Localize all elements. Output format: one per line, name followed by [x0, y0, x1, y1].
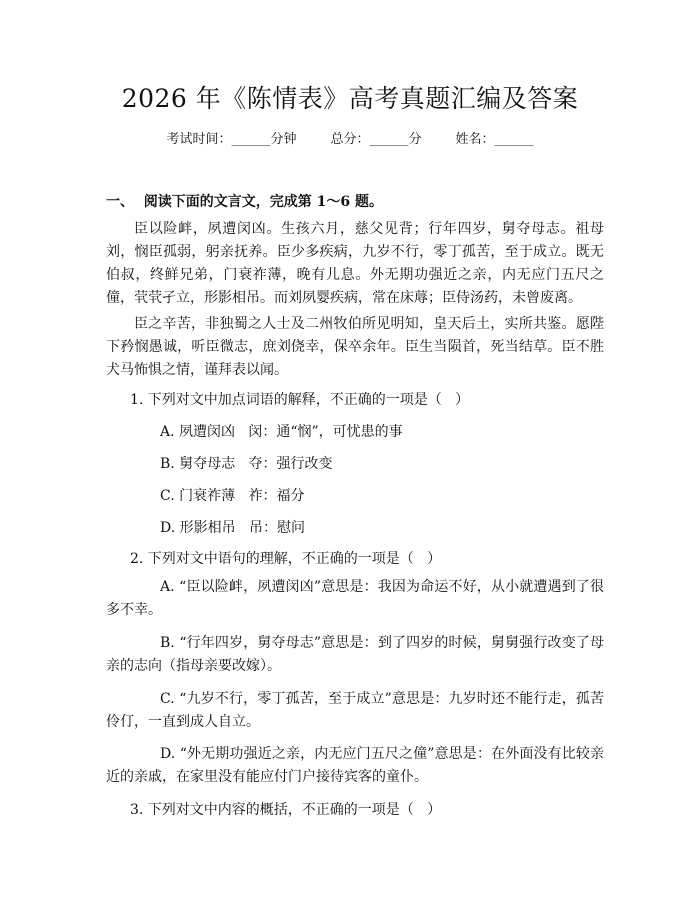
question-1-option-b: B. 舅夺母志 夺：强行改变 — [160, 456, 333, 472]
passage-paragraph-1: 臣以险衅，夙遭闵凶。生孩六月，慈父见背；行年四岁，舅夺母志。祖母刘，悯臣孤弱，躬亲抚养。臣少多疾病，九岁不行，零丁孤苦，至于成立。既无伯叔，终鲜兄弟，门衰祚薄，晚有儿息。外无期功强近之亲，内无应门五尺之僮，茕茕孑立，形影相吊。而刘夙婴疾病，常在床蓐；臣侍汤药，未曾废离。 — [106, 221, 604, 306]
question-2-stem: 2. 下列对文中语句的理解，不正确的一项是（ ） — [130, 551, 442, 567]
question-1-option-d: D. 形影相吊 吊：慰问 — [160, 520, 305, 536]
question-1-option-c: C. 门衰祚薄 祚：福分 — [160, 488, 305, 504]
question-2-option-a: A. “臣以险衅，夙遭闵凶”意思是：我因为命运不好，从小就遭遇到了很多不幸。 — [106, 579, 604, 618]
exam-meta — [0, 131, 700, 149]
section-heading: 一、 阅读下面的文言文，完成第 1～6 题。 — [106, 194, 383, 210]
question-1-stem: 1. 下列对文中加点词语的解释，不正确的一项是（ ） — [130, 392, 470, 408]
exam-time: 考试时间：______分钟 — [166, 132, 297, 147]
question-2-option-d: D. “外无期功强近之亲，内无应门五尺之僮”意思是：在外面没有比较亲近的亲戚，在家里没有能应付门户接待宾客的童仆。 — [106, 746, 604, 785]
question-3-stem: 3. 下列对文中内容的概括，不正确的一项是（ ） — [130, 802, 442, 818]
student-name: 姓名：______ — [455, 132, 534, 147]
exam-score: 总分：______分 — [330, 132, 422, 147]
passage-paragraph-2: 臣之辛苦，非独蜀之人士及二州牧伯所见明知，皇天后土，实所共鉴。愿陛下矜悯愚诚，听臣微志，庶刘侥幸，保卒余年。臣生当陨首，死当结草。臣不胜犬马怖惧之情，谨拜表以闻。 — [106, 316, 604, 378]
question-1-option-a: A. 夙遭闵凶 闵：通“悯”，可忧患的事 — [160, 424, 403, 440]
question-2-option-c: C. “九岁不行，零丁孤苦，至于成立”意思是：九岁时还不能行走，孤苦伶仃，一直到成人自立。 — [106, 691, 604, 730]
question-2-option-b: B. “行年四岁，舅夺母志”意思是：到了四岁的时候，舅舅强行改变了母亲的志向（指母亲要改嫁）。 — [106, 635, 604, 674]
page-title: 2026 年《陈情表》高考真题汇编及答案 — [121, 84, 579, 113]
